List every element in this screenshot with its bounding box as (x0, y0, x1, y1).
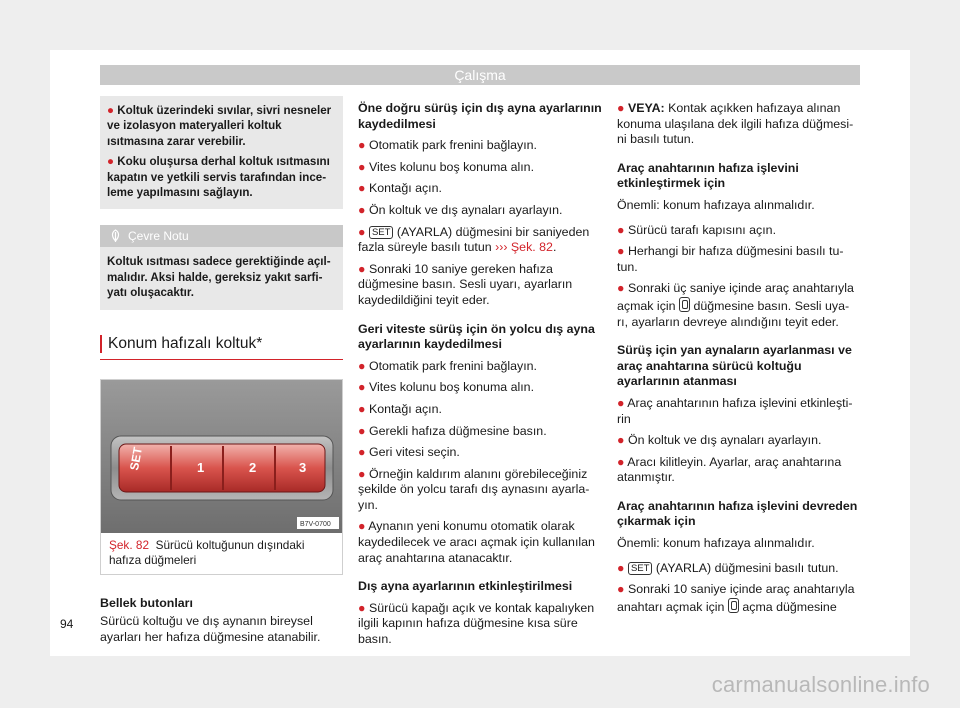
list-item: ● SET (AYARLA) düğmesini basılı tutun. (617, 560, 839, 575)
list-item: ● Geri vitesi seçin. (358, 445, 460, 460)
list-item: ● Ön koltuk ve dış aynaları ayarlayın. (358, 202, 563, 217)
environment-note-title: Çevre Notu (128, 229, 189, 244)
memory-buttons-text: Sürücü koltuğu ve dış aynanın bireysel ayarları her hafıza düğmesine atanabilir. (100, 614, 321, 644)
warning-item: ● Koku oluşursa derhal koltuk ısıtmasını kapatın ve yetkili servis tarafından ince-leme yapılmasını sağlayın. (107, 155, 330, 200)
list-item: ● Vites kolunu boş konuma alın. (358, 159, 535, 174)
page-header: Çalışma (100, 65, 860, 85)
heading-save-reverse: Geri viteste sürüş için ön yolcu dış ayna ayarlarının kaydedilmesi (358, 321, 595, 352)
list-item: ● Sonraki 10 saniye gereken hafıza düğmesine basın. Sesli uyarı, ayarların kaydedildiğini teyit eder. (358, 261, 573, 307)
figure-caption: Şek. 82 Sürücü koltuğunun dışındaki hafıza düğmeleri (109, 537, 305, 567)
heading-disable-key-memory: Araç anahtarının hafıza işlevini devreden çıkarmak için (617, 498, 858, 529)
list-item: ● Araç anahtarının hafıza işlevini etkinleşti-rin (617, 395, 853, 426)
page-number: 94 (60, 617, 74, 631)
list-item: ● Kontağı açın. (358, 181, 442, 196)
memory-buttons-heading: Bellek butonları (100, 595, 193, 610)
list-item: ● Aynanın yeni konumu otomatik olarak kaydedilecek ve aracı açmak için kullanılan araç anahtarına atanacaktır. (358, 519, 595, 565)
button-label: 2 (249, 459, 257, 475)
list-item: ● Aracı kilitleyin. Ayarlar, araç anahtarına atanmıştır. (617, 454, 842, 485)
leaf-icon (109, 228, 122, 250)
list-item: ● Sonraki 10 saniye içinde araç anahtarıyla anahtarı açmak için açma düğmesine (617, 582, 855, 614)
unlock-key-icon (679, 297, 690, 312)
environment-note (100, 225, 343, 309)
warning-box (100, 96, 343, 209)
list-item: ● Ön koltuk ve dış aynaları ayarlayın. (617, 433, 822, 448)
note-text: Önemli: konum hafızaya alınmalıdır. (617, 536, 815, 551)
section-title: Konum hafızalı koltuk* (100, 335, 343, 360)
column-middle (358, 101, 602, 648)
button-label: 3 (299, 459, 307, 475)
list-item: ● Örneğin kaldırım alanını görebileceğiniz şekilde ön yolcu tarafı dış aynasını ayarla-yın. (358, 466, 590, 512)
image-code: B7V-0700 (300, 520, 331, 528)
set-key-icon: SET (369, 226, 393, 239)
heading-enable-key-memory: Araç anahtarının hafıza işlevini etkinleştirmek için (617, 160, 799, 191)
column-left (100, 96, 343, 645)
watermark: carmanualsonline.info (711, 672, 930, 697)
note-text: Önemli: konum hafızaya alınmalıdır. (617, 197, 815, 212)
unlock-key-icon (728, 598, 739, 613)
list-item: ● SET (AYARLA) düğmesini bir saniyeden fazla süreyle basılı tutun ››› Şek. 82. (358, 224, 590, 255)
button-label: SET (127, 445, 145, 472)
list-item: ● Kontağı açın. (358, 401, 442, 416)
list-item: ● Gerekli hafıza düğmesine basın. (358, 423, 547, 438)
heading-assign-settings: Sürüş için yan aynaların ayarlanması ve araç anahtarına sürücü koltuğu ayarlarının atanması (617, 343, 852, 389)
list-item: ● Sonraki üç saniye içinde araç anahtarıyla açmak için düğmesine basın. Sesli uya-rı, ayarların devreye alındığını teyit eder. (617, 281, 854, 329)
heading-save-forward: Öne doğru sürüş için dış ayna ayarlarının kaydedilmesi (358, 101, 602, 131)
environment-note-text: Koltuk ısıtması sadece gerektiğinde açıl-malıdır. Aksi halde, gereksiz yakıt sarfi-yatı oluşacaktır. (100, 247, 343, 309)
column-right (617, 101, 860, 615)
button-label: 1 (197, 459, 205, 475)
list-item: ● Otomatik park frenini bağlayın. (358, 358, 537, 373)
warning-item: ● Koltuk üzerindeki sıvılar, sivri nesneler ve izolasyon materyalleri koltuk ısıtmasına zarar verebilir. (107, 104, 332, 148)
list-item: ● Herhangi bir hafıza düğmesini basılı tu-tun. (617, 244, 844, 274)
figure-reference-link[interactable]: Şek. 82 (510, 240, 553, 255)
heading-activate-mirror: Dış ayna ayarlarının etkinleştirilmesi (358, 579, 573, 594)
list-item: ● Sürücü tarafı kapısını açın. (617, 222, 777, 237)
list-item: ● VEYA: Kontak açıkken hafızaya alınan konuma ulaşılana dek ilgili hafıza düğmesi-ni basılı tutun. (617, 101, 854, 147)
memory-buttons-image (101, 380, 342, 533)
list-item: ● Sürücü kapağı açık ve kontak kapalıyken ilgili kapının hafıza düğmesine kısa süre basın. (358, 600, 595, 647)
list-item: ● Vites kolunu boş konuma alın. (358, 380, 535, 395)
list-item: ● Otomatik park frenini bağlayın. (358, 138, 537, 153)
figure-82 (100, 379, 343, 575)
set-key-icon: SET (628, 562, 652, 575)
environment-note-header (100, 225, 343, 247)
